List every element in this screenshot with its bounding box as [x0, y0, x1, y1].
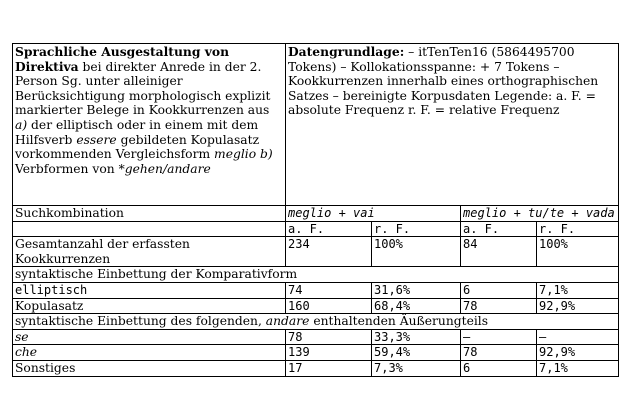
data-basis-title: Datengrundlage: [288, 44, 405, 59]
cell-value: 92,9% [537, 345, 619, 361]
cell-value: 31,6% [372, 282, 461, 298]
header-row [13, 44, 619, 206]
total-value-rf-2: 100% [537, 237, 619, 267]
subheader-af-1: a. F. [286, 221, 372, 237]
description-text-3: gebildeten Kopulasatz vorkommenden Vergleichsform [15, 132, 260, 162]
total-label: Gesamtanzahl der erfassten Kookkurrenzen [13, 237, 286, 267]
subheader-rf-1: r. F. [372, 221, 461, 237]
essere-term: essere [76, 132, 117, 147]
cell-value: 7,3% [372, 360, 461, 376]
cell-value: 92,9% [537, 298, 619, 314]
section-title-post: enthaltenden Äußerungteils [309, 314, 489, 329]
table-row [13, 282, 619, 298]
search-combination-row [13, 206, 619, 222]
row-label-elliptisch: elliptisch [13, 282, 286, 298]
subheader-rf-2: r. F. [537, 221, 619, 237]
meglio-b-term: meglio b) [214, 147, 273, 162]
row-label-sonstiges: Sonstiges [13, 360, 286, 376]
total-row [13, 237, 619, 267]
search-combination-label: Suchkombination [13, 206, 286, 222]
subheader-empty [13, 221, 286, 237]
description-text-1: bei direkter Anrede in der 2. Person Sg. unter alleiniger Berücksichtigung morphologisch explizit markierter Belege in Kookkurrenzen aus [15, 59, 271, 118]
total-value-rf-1: 100% [372, 237, 461, 267]
cell-value: 78 [461, 345, 537, 361]
table-row [13, 329, 619, 345]
cell-value: 7,1% [537, 360, 619, 376]
label-a: a) [15, 117, 28, 132]
description-title: Sprachliche Ausgestaltung von Direktiva [15, 44, 230, 74]
gehen-andare-term: *gehen/andare [118, 161, 211, 176]
cell-value: 139 [286, 345, 372, 361]
row-label-se: se [13, 329, 286, 345]
section-title-andare [13, 314, 619, 330]
cell-value: 7,1% [537, 282, 619, 298]
table-row [13, 345, 619, 361]
cell-value: 59,4% [372, 345, 461, 361]
cell-value: – [461, 329, 537, 345]
section-title-pre: syntaktische Einbettung des folgenden, [15, 314, 266, 329]
row-label-che: che [13, 345, 286, 361]
cell-value: 6 [461, 282, 537, 298]
description-text-2: der elliptisch oder in einem mit dem Hilfsverb [15, 117, 259, 147]
table-row [13, 360, 619, 376]
total-value-af-1: 234 [286, 237, 372, 267]
cell-value: 74 [286, 282, 372, 298]
section-header-andare [13, 314, 619, 330]
subheader-row [13, 221, 619, 237]
table-row [13, 298, 619, 314]
description-text-4: Verbformen von [15, 161, 119, 176]
subheader-af-2: a. F. [461, 221, 537, 237]
combination-meglio-vai: meglio + vai [286, 206, 461, 222]
cell-value: 78 [461, 298, 537, 314]
cell-value: 33,3% [372, 329, 461, 345]
description-cell [13, 44, 286, 206]
data-basis-text: – itTenTen16 (5864495700 Tokens) – Kollokationsspanne: + 7 Tokens – Kookkurrenzen innerhalb eines orthographischen Satzes – bereinigte Korpusdaten Legende: a. F. = absolute Frequenz r. F. = relative Frequenz [288, 45, 599, 118]
cell-value: – [537, 329, 619, 345]
cell-value: 6 [461, 360, 537, 376]
section-title-andare-term: andare [265, 314, 310, 329]
frequency-table [12, 43, 619, 377]
cell-value: 160 [286, 298, 372, 314]
cell-value: 78 [286, 329, 372, 345]
section-header-comparative [13, 267, 619, 283]
row-label-kopulasatz: Kopulasatz [13, 298, 286, 314]
cell-value: 68,4% [372, 298, 461, 314]
combination-meglio-tu-te-vada: meglio + tu/te + vada [461, 206, 619, 222]
cell-value: 17 [286, 360, 372, 376]
section-title-comparative: syntaktische Einbettung der Komparativform [13, 267, 619, 283]
total-value-af-2: 84 [461, 237, 537, 267]
data-basis-cell [286, 44, 619, 206]
